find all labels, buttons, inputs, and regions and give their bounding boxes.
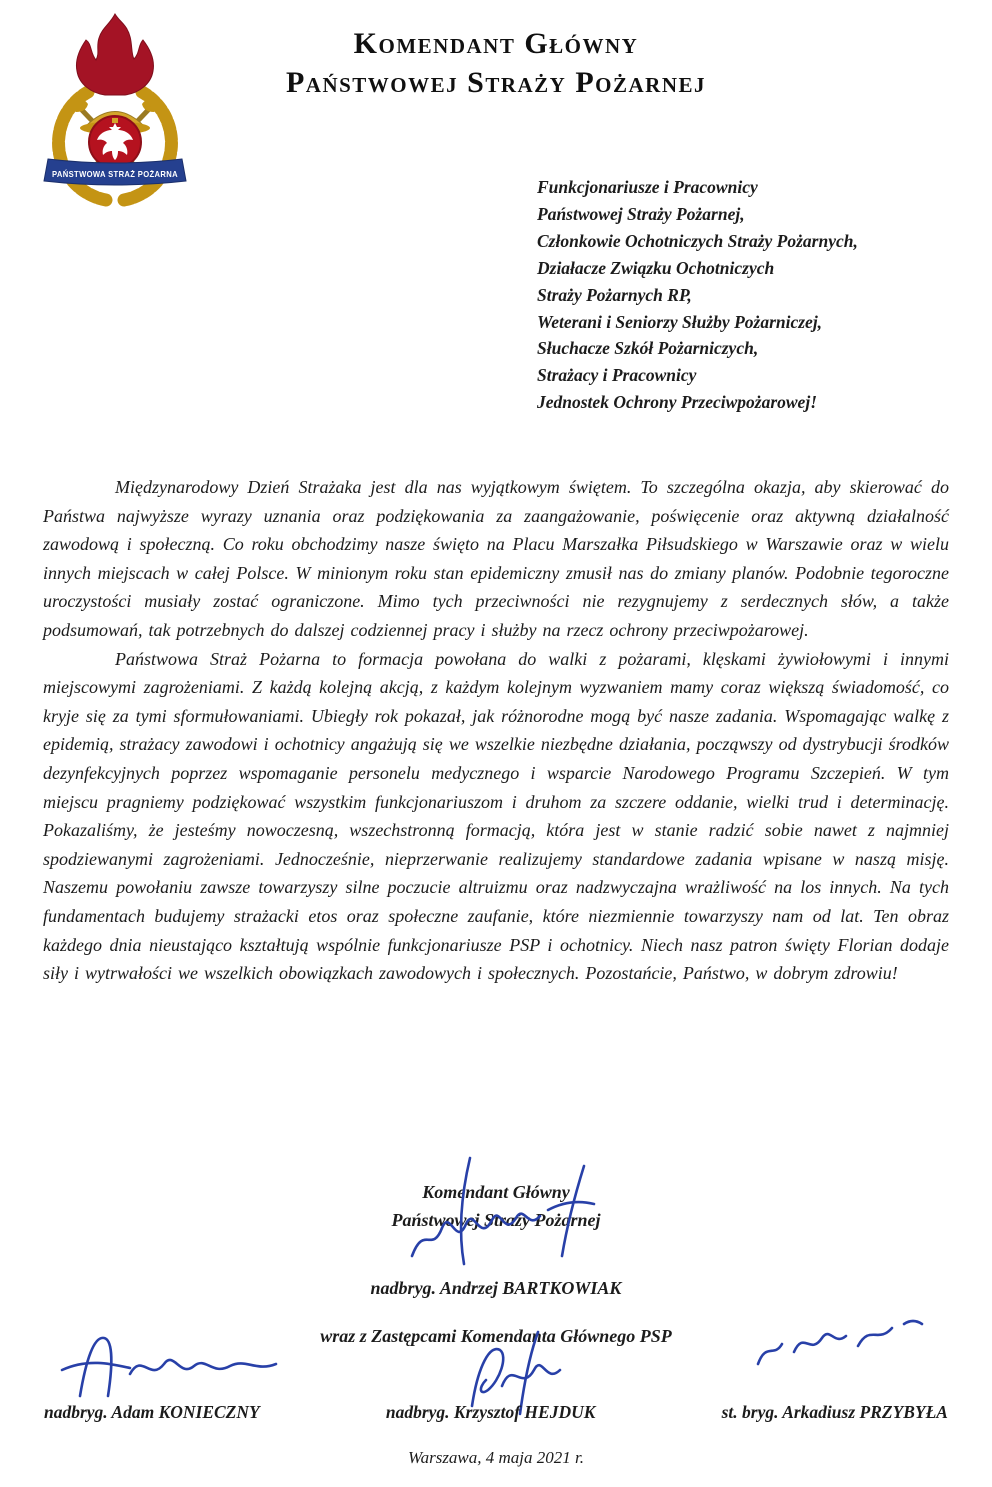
addressee-line: Jednostek Ochrony Przeciwpożarowej!	[537, 392, 817, 413]
signatory-name-konieczny: nadbryg. Adam KONIECZNY	[44, 1402, 260, 1422]
addressee-line: Działacze Związku Ochotniczych	[537, 257, 775, 278]
signature-name-bartkowiak: nadbryg. Andrzej BARTKOWIAK	[370, 1278, 622, 1298]
deputies-line: wraz z Zastępcami Komendanta Głównego PSP	[320, 1326, 672, 1346]
ribbon-text: PAŃSTWOWA STRAŻ POŻARNA	[52, 169, 178, 179]
eagle-icon	[89, 116, 141, 168]
addressee-line: Słuchacze Szkół Pożarniczych,	[537, 338, 759, 359]
ribbon-banner	[44, 159, 186, 185]
addressee-line: Funkcjonariusze i Pracownicy	[537, 177, 758, 197]
signatory-name-przybyla: st. bryg. Arkadiusz PRZYBYŁA	[721, 1402, 948, 1422]
signature-title-line2: Państwowej Straży Pożarnej	[391, 1210, 601, 1230]
addressee-block	[537, 174, 858, 416]
addressee-line: Straży Pożarnych RP,	[537, 284, 692, 305]
addressee-line: Członkowie Ochotniczych Straży Pożarnych,	[537, 230, 858, 251]
letterhead-title	[0, 24, 992, 102]
letter-body	[43, 473, 949, 988]
signature-title-line1: Komendant Główny	[422, 1182, 570, 1202]
body-paragraph-2: Państwowa Straż Pożarna to formacja powołana do walki z pożarami, klęskami żywiołowymi i innymi miejscowymi zagrożeniami. Z każdą kolejną akcją, z każdym kolejnym wyzwaniem mamy coraz większą świadomość, co kryje się za tymi sformułowaniami. Ubiegły rok pokazał, jak różnorodne mogą być nasze zadania. Wspomagając walkę z epidemią, strażacy zawodowi i ochotnicy angażują się we wszelkie niezbędne działania, począwszy od dystrybucji środków dezynfekcyjnych poprzez wspomaganie personelu medycznego i wsparcie Narodowego Programu Szczepień. W tym miejscu pragniemy podziękować wszystkim funkcjonariuszom i druhom za szczere oddanie, wielki trud i determinację. Pokazaliśmy, że jesteśmy nowoczesną, wszechstronną formacją, która jest w stanie radzić sobie nawet z najmniej spodziewanymi zagrożeniami. Jednocześnie, nieprzerwanie realizujemy standardowe zadania wpisane w naszą misję. Naszemu powołaniu zawsze towarzyszy silne poczucie altruizmu oraz nadzwyczajna wrażliwość na los innych. Na tych fundamentach budujemy strażacki etos oraz społeczne zaufanie, które niezmiennie towarzyszy nam od lat. Ten obraz każdego dnia nieustająco kształtują wspólnie funkcjonariusze PSP i ochotnicy. Niech nasz patron święty Florian dodaje siły i wytrwałości we wszelkich obowiązkach zawodowych i społecznych. Pozostańcie, Państwo, w dobrym zdrowiu!	[43, 648, 949, 984]
addressee-line: Państwowej Straży Pożarnej,	[537, 203, 745, 224]
place-date: Warszawa, 4 maja 2021 r.	[407, 1448, 585, 1467]
addressee-line: Strażacy i Pracownicy	[537, 365, 697, 386]
letterhead-title-line2: Państwowej Straży Pożarnej	[285, 66, 707, 99]
letterhead-title-line1: Komendant Główny	[353, 27, 639, 60]
signature-title	[0, 1178, 992, 1234]
signatory-name-hejduk: nadbryg. Krzysztof HEJDUK	[385, 1402, 596, 1422]
body-paragraph-1: Międzynarodowy Dzień Strażaka jest dla nas wyjątkowym świętem. To szczególna okazja, aby skierować do Państwa najwyższe wyrazy uznania oraz podziękowania za zaangażowanie, poświęcenie oraz aktywną działalność zawodową i społeczną. Co roku obchodzimy nasze święto na Placu Marszałka Piłsudskiego w Warszawie oraz w wielu innych miejscach w całej Polsce. W minionym roku stan epidemiczny zmusił nas do zmiany planów. Podobnie tegoroczne uroczystości musiały zostać ograniczone. Mimo tych przeciwności nie rezygnujemy z serdecznych słów, a także podsumowań, tak potrzebnych do dalszej codziennej pracy i służby na rzecz ochrony przeciwpożarowej.	[43, 477, 949, 640]
signatories-row	[44, 1402, 948, 1423]
addressee-line: Weterani i Seniorzy Służby Pożarniczej,	[537, 311, 823, 332]
